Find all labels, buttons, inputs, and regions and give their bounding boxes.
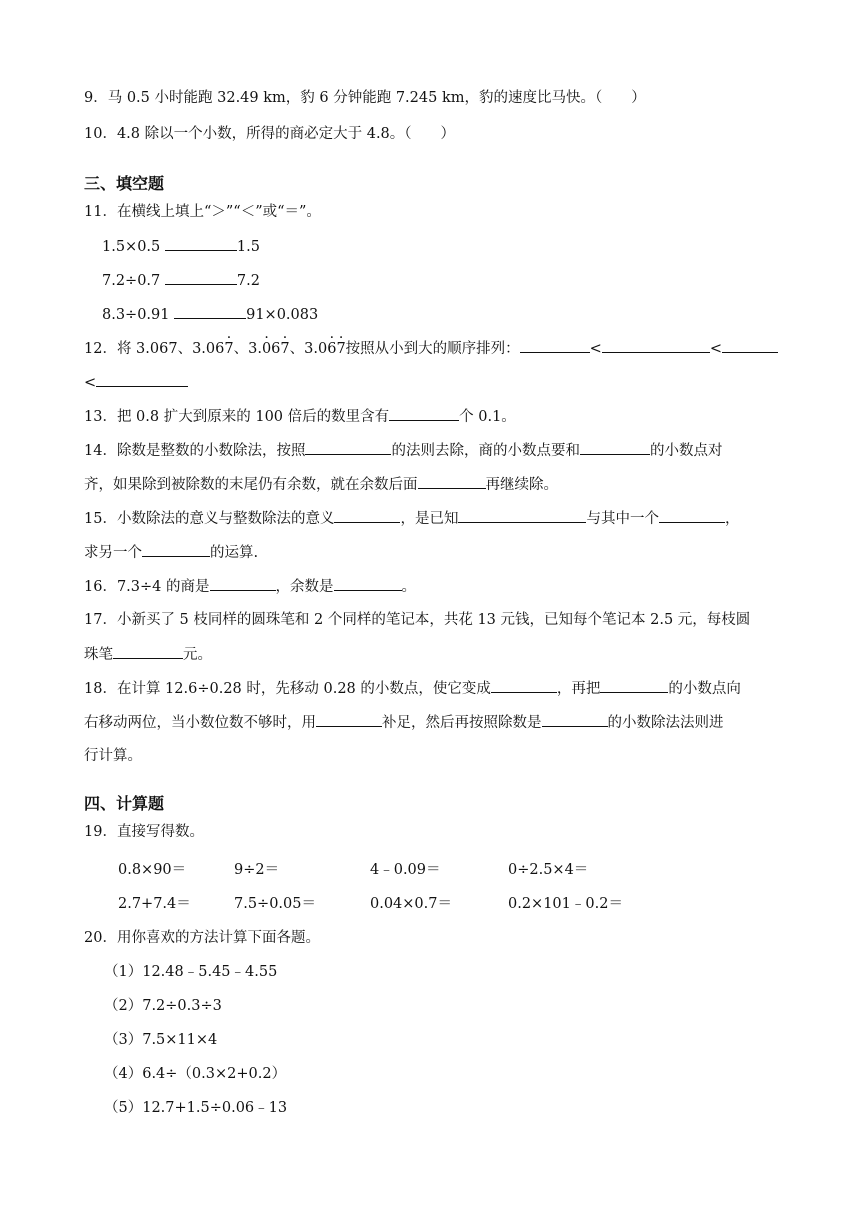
- q14-text: 的法则去除，商的小数点要和: [391, 443, 580, 459]
- q15-text: 与其中一个: [586, 511, 659, 527]
- answer-blank[interactable]: [334, 508, 400, 523]
- repeating-digit: · 7: [280, 339, 289, 359]
- answer-blank[interactable]: [389, 406, 459, 421]
- answer-blank[interactable]: [458, 508, 586, 523]
- answer-blank[interactable]: [210, 576, 276, 591]
- q11-item-2: [102, 270, 780, 291]
- answer-blank[interactable]: [165, 270, 237, 285]
- q20-item: （4）6.4÷（0.3×2+0.2）: [104, 1066, 287, 1082]
- q16-text: 16．7.3÷4 的商是: [84, 579, 210, 595]
- answer-blank[interactable]: [113, 644, 183, 659]
- question-18: [84, 678, 780, 699]
- q19-problem: 2.7+7.4＝: [118, 896, 191, 912]
- question-18-continued-2: 行计算。: [84, 748, 142, 764]
- q19-problem: 0÷2.5×4＝: [508, 862, 589, 878]
- q11-expression-right: 91×0.083: [246, 307, 319, 323]
- q15-text: 15．小数除法的意义与整数除法的意义: [84, 511, 335, 527]
- answer-blank[interactable]: [305, 440, 391, 455]
- q17-text: 元。: [183, 647, 212, 663]
- less-than-sign: <: [84, 375, 97, 391]
- repeating-digit: · 7: [224, 339, 233, 359]
- q12-text: 按照从小到大的顺序排列：: [345, 341, 520, 357]
- q18-text: 右移动两位，当小数位数不够时，用: [84, 715, 316, 731]
- q19-problem: 0.2×101﹣0.2＝: [508, 896, 623, 912]
- q11-item-3: [102, 304, 780, 325]
- answer-blank[interactable]: [520, 338, 590, 353]
- q11-expression-left: 8.3÷0.91: [102, 307, 175, 323]
- q13-text: 13．把 0.8 扩大到原来的 100 倍后的数里含有: [84, 409, 390, 425]
- q11-expression-left: 1.5×0.5: [102, 239, 165, 255]
- q12-text: 、3.: [233, 341, 262, 357]
- answer-blank[interactable]: [580, 440, 650, 455]
- answer-blank[interactable]: [96, 372, 188, 387]
- answer-blank[interactable]: [659, 508, 725, 523]
- less-than-sign: <: [589, 341, 602, 357]
- q18-text: ，再把: [556, 681, 601, 697]
- answer-blank[interactable]: [316, 712, 382, 727]
- q18-text: 的小数除法法则进: [607, 715, 724, 731]
- question-17: 17．小新买了 5 枝同样的圆珠笔和 2 个同样的笔记本，共花 13 元钱，已知每个笔记本 2.5 元，每枝圆: [84, 612, 751, 628]
- q20-item: （1）12.48﹣5.45﹣4.55: [104, 964, 278, 980]
- q18-text: 的小数点向: [668, 681, 741, 697]
- q12-text: 、3.0: [289, 341, 328, 357]
- question-18-continued: [84, 712, 780, 733]
- repeating-digit: · 0: [262, 339, 271, 359]
- q19-problem: 7.5÷0.05＝: [234, 896, 316, 912]
- q20-item: （2）7.2÷0.3÷3: [104, 998, 222, 1014]
- section-heading-fill-in: 三、填空题: [84, 174, 165, 193]
- q15-text: ，是已知: [400, 511, 459, 527]
- q12-text: 12．将 3.067、3.06: [84, 341, 225, 357]
- repeating-digit: · 6: [327, 339, 336, 359]
- q17-text: 珠笔: [84, 647, 113, 663]
- q11-expression-right: 7.2: [236, 273, 260, 289]
- answer-blank[interactable]: [142, 542, 210, 557]
- q15-text: 的运算.: [210, 545, 259, 561]
- question-13: [84, 406, 780, 427]
- question-14: [84, 440, 780, 461]
- question-15: [84, 508, 780, 529]
- q18-text: 18．在计算 12.6÷0.28 时，先移动 0.28 的小数点，使它变成: [84, 681, 491, 697]
- q14-text: 齐，如果除到被除数的末尾仍有余数，就在余数后面: [84, 477, 418, 493]
- question-11: 11．在横线上填上“＞”“＜”或“＝”。: [84, 204, 321, 220]
- q11-expression-right: 1.5: [236, 239, 260, 255]
- q19-problem: 9÷2＝: [234, 862, 280, 878]
- q14-text: 再继续除。: [485, 477, 558, 493]
- answer-blank[interactable]: [600, 678, 668, 693]
- q14-text: 的小数点对: [649, 443, 723, 459]
- question-10: 10．4.8 除以一个小数，所得的商必定大于 4.8。（ ）: [84, 126, 456, 142]
- q19-problem: 4﹣0.09＝: [370, 862, 441, 878]
- question-12-continued: [84, 372, 780, 393]
- question-19: 19．直接写得数。: [84, 824, 204, 840]
- q16-text: ，余数是: [275, 579, 334, 595]
- q12-text: 6: [271, 341, 281, 357]
- q11-item-1: [102, 236, 780, 257]
- q19-problem: 0.04×0.7＝: [370, 896, 452, 912]
- answer-blank[interactable]: [334, 576, 402, 591]
- q13-text: 个 0.1。: [459, 409, 516, 425]
- answer-blank[interactable]: [418, 474, 486, 489]
- answer-blank[interactable]: [174, 304, 246, 319]
- answer-blank[interactable]: [542, 712, 608, 727]
- answer-blank[interactable]: [602, 338, 710, 353]
- q20-item: （5）12.7+1.5÷0.06﹣13: [104, 1100, 288, 1116]
- answer-blank[interactable]: [722, 338, 778, 353]
- q18-text: 补足，然后再按照除数是: [382, 715, 542, 731]
- question-16: [84, 576, 780, 597]
- q11-expression-left: 7.2÷0.7: [102, 273, 165, 289]
- q19-problem: 0.8×90＝: [118, 862, 187, 878]
- q16-text: 。: [401, 579, 416, 595]
- question-14-continued: [84, 474, 780, 495]
- question-17-continued: [84, 644, 780, 665]
- question-12: [84, 338, 780, 359]
- answer-blank[interactable]: [165, 236, 237, 251]
- q15-text: 求另一个: [84, 545, 142, 561]
- question-15-continued: [84, 542, 780, 563]
- question-20: 20．用你喜欢的方法计算下面各题。: [84, 930, 320, 946]
- question-9: 9．马 0.5 小时能跑 32.49 km，豹 6 分钟能跑 7.245 km，豹的速度比马快。（ ）: [84, 90, 646, 106]
- answer-blank[interactable]: [491, 678, 557, 693]
- q20-item: （3）7.5×11×4: [104, 1032, 218, 1048]
- q14-text: 14．除数是整数的小数除法，按照: [84, 443, 306, 459]
- less-than-sign: <: [709, 341, 722, 357]
- q15-text: ，: [724, 511, 740, 527]
- repeating-digit: · 7: [336, 339, 345, 359]
- section-heading-calculation: 四、计算题: [84, 794, 165, 813]
